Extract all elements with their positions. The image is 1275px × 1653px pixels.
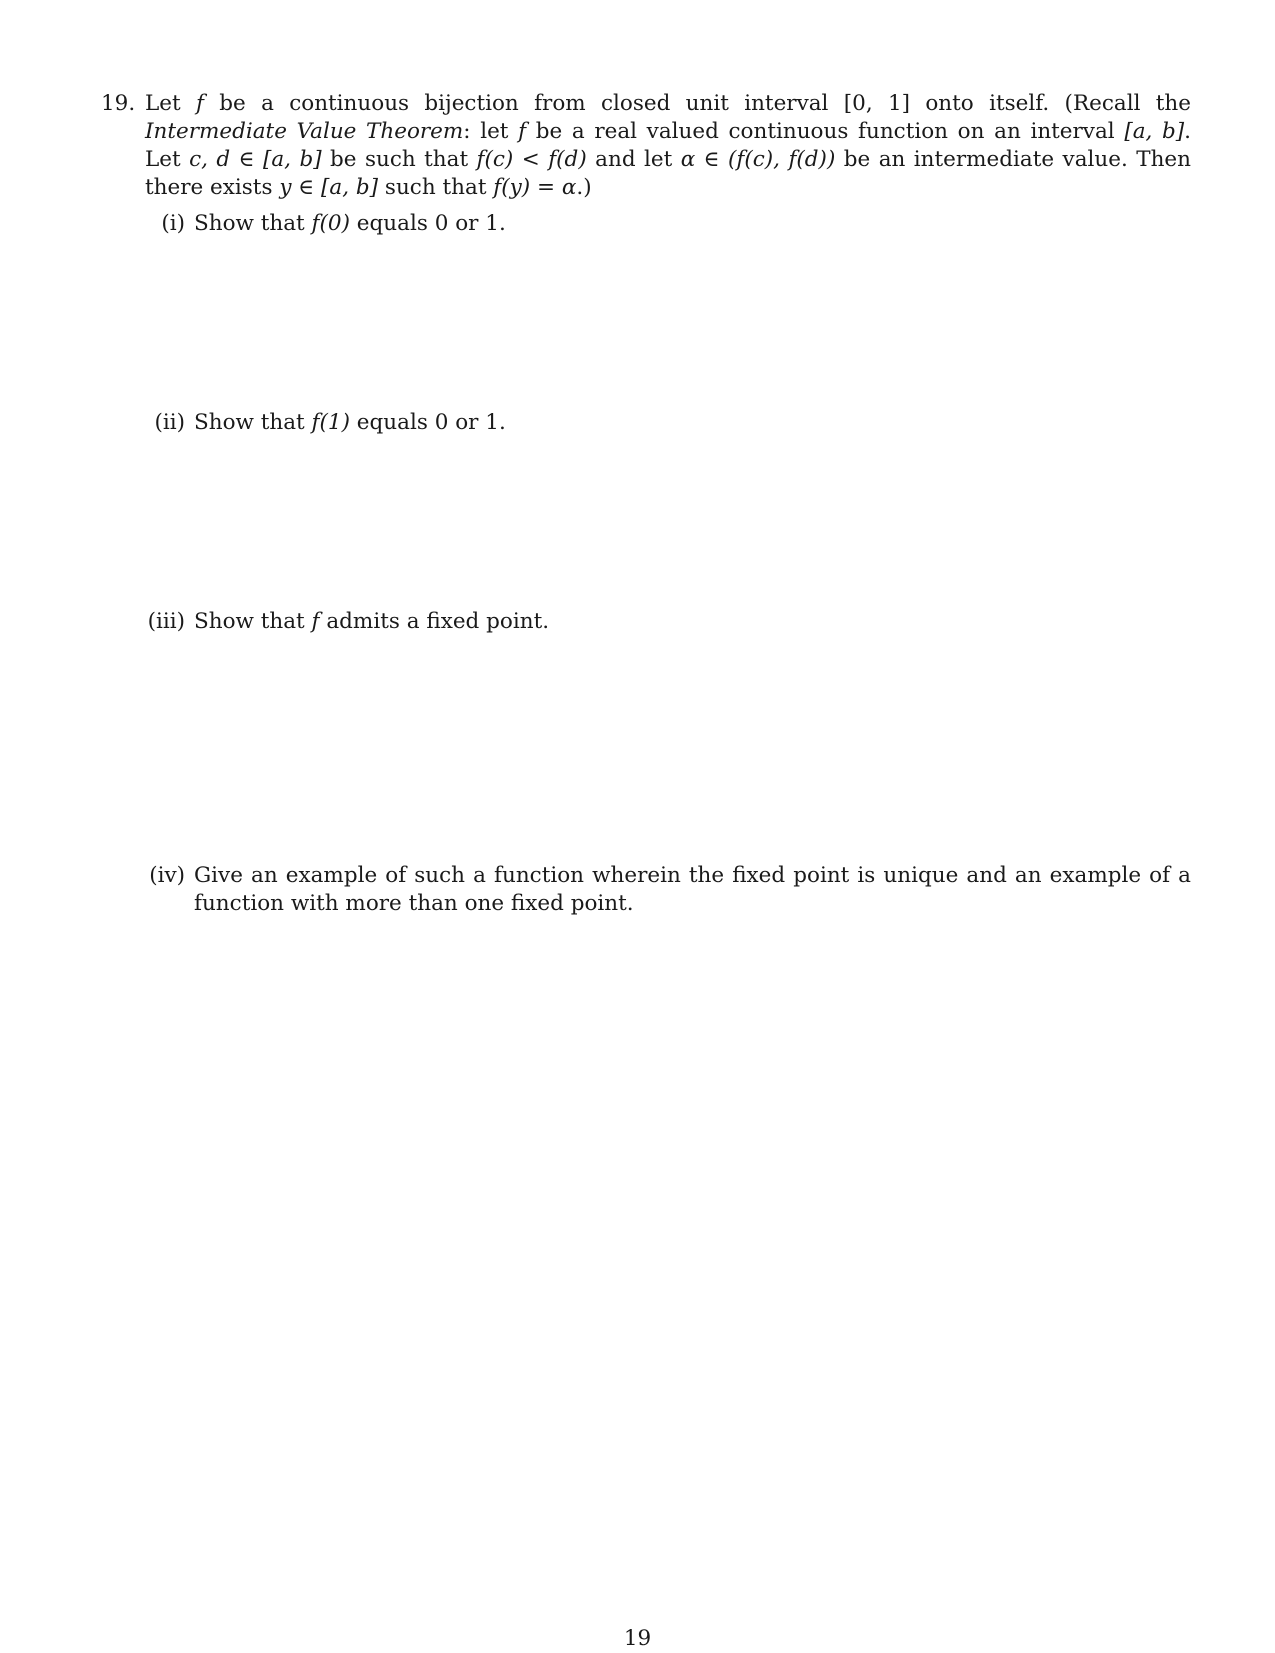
math-expression: [a, b] bbox=[1124, 119, 1185, 144]
part-label: (i) bbox=[161, 211, 185, 236]
part-label: (iv) bbox=[149, 863, 185, 888]
math-expression: f bbox=[518, 119, 527, 144]
math-expression: c, d ∈ [a, b] bbox=[189, 147, 322, 172]
part-text-segment: Show that bbox=[194, 211, 312, 236]
statement-text: onto itself. (Recall the bbox=[910, 91, 1192, 116]
statement-text: such that bbox=[378, 175, 494, 200]
math-expression: [0, 1] bbox=[843, 91, 911, 116]
math-expression: α ∈ (f(c), f(d)) bbox=[680, 147, 836, 172]
part-text-segment: Show that bbox=[194, 609, 312, 634]
problem-19 bbox=[101, 90, 1191, 202]
statement-text: . Let bbox=[145, 119, 1192, 172]
part-text-segment: equals 0 or 1. bbox=[349, 410, 506, 435]
part-text-segment: admits a fixed point. bbox=[319, 609, 550, 634]
math-expression: f(0) bbox=[311, 211, 350, 236]
part-text-segment: equals 0 or 1. bbox=[349, 211, 506, 236]
statement-text: be an intermediate value. Then there exists bbox=[145, 147, 1191, 200]
problem-number: 19. bbox=[101, 91, 136, 116]
statement-text: .) bbox=[576, 175, 592, 200]
math-expression: f(c) < f(d) bbox=[476, 147, 587, 172]
part-text-segment: Give an example of such a function wherein the fixed point is unique and an example of a function with more than one fixed point. bbox=[194, 863, 1191, 916]
statement-text: : let bbox=[463, 119, 519, 144]
statement-text: be a real valued continuous function on an interval bbox=[526, 119, 1125, 144]
theorem-name: Intermediate Value Theorem bbox=[145, 119, 464, 144]
part-label: (iii) bbox=[147, 609, 185, 634]
part-iv bbox=[141, 862, 1191, 918]
math-expression: f(1) bbox=[311, 410, 350, 435]
math-expression: f bbox=[195, 91, 204, 116]
part-label: (ii) bbox=[154, 410, 185, 435]
problem-statement bbox=[145, 90, 1191, 202]
statement-text: and let bbox=[586, 147, 681, 172]
math-expression: y ∈ [a, b] bbox=[279, 175, 379, 200]
part-text bbox=[194, 210, 1191, 238]
part-text bbox=[194, 409, 1191, 437]
statement-text: be such that bbox=[321, 147, 477, 172]
statement-text: Let bbox=[145, 91, 196, 116]
page-number: 19 bbox=[623, 1626, 652, 1651]
statement-text: be a continuous bijection from closed unit interval bbox=[203, 91, 844, 116]
math-expression: f bbox=[311, 609, 320, 634]
part-i bbox=[141, 210, 1191, 238]
part-iii bbox=[141, 608, 1191, 636]
math-expression: f(y) = α bbox=[493, 175, 577, 200]
part-text bbox=[194, 608, 1191, 636]
part-ii bbox=[141, 409, 1191, 437]
part-text-segment: Show that bbox=[194, 410, 312, 435]
part-text bbox=[194, 862, 1191, 918]
